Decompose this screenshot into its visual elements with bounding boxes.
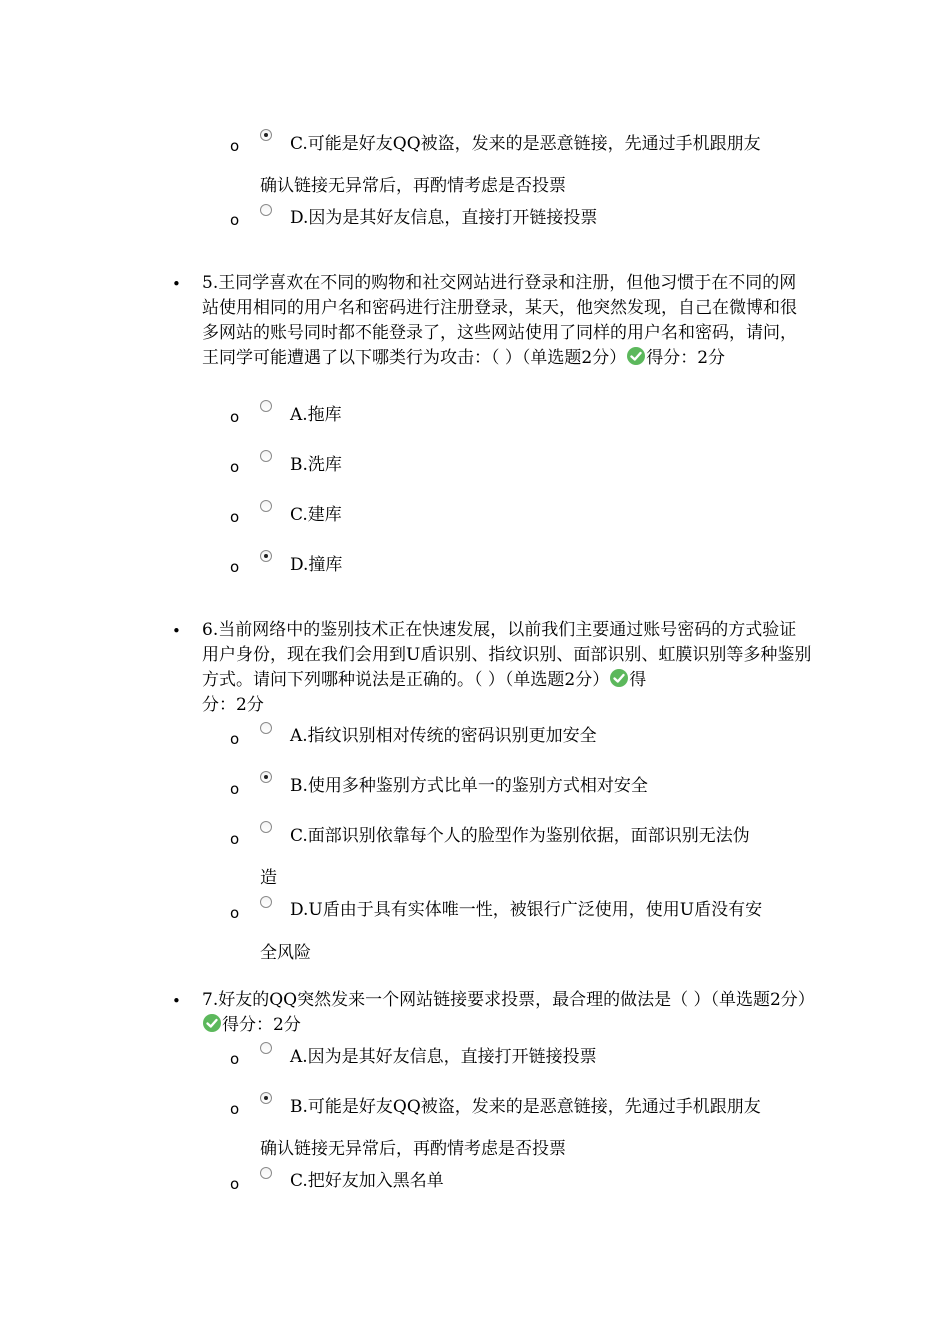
sub-bullet: o bbox=[230, 780, 240, 798]
option-c-label-cont: 确认链接无异常后，再酌情考虑是否投票 bbox=[260, 176, 566, 196]
radio-button-icon[interactable] bbox=[260, 896, 272, 908]
option-a-label: A.因为是其好友信息，直接打开链接投票 bbox=[290, 1047, 597, 1067]
sub-bullet: o bbox=[230, 1050, 240, 1068]
sub-bullet: o bbox=[230, 1175, 240, 1193]
radio-button-icon[interactable] bbox=[260, 500, 272, 512]
sub-bullet: o bbox=[230, 558, 240, 576]
option-d-label: D.U盾由于具有实体唯一性，被银行广泛使用，使用U盾没有安 bbox=[290, 900, 763, 920]
radio-button-icon[interactable] bbox=[260, 450, 272, 462]
question-6-text bbox=[202, 618, 812, 718]
option-b-label: B.洗库 bbox=[290, 455, 342, 475]
sub-bullet: o bbox=[230, 830, 240, 848]
radio-button-icon[interactable] bbox=[260, 550, 272, 562]
question-6-stem: 6.当前网络中的鉴别技术正在快速发展，以前我们主要通过账号密码的方式验证用户身份，现在我们会用到U盾识别、指纹识别、面部识别、虹膜识别等多种鉴别方式。请问下列哪种说法是正确的。（ ）（单选题2分） bbox=[202, 620, 812, 690]
question-6-score: 得 bbox=[629, 670, 647, 690]
question-7-stem: 7.好友的QQ突然发来一个网站链接要求投票，最合理的做法是（ ）（单选题2分） bbox=[202, 990, 815, 1010]
option-b-label: B.可能是好友QQ被盗，发来的是恶意链接，先通过手机跟朋友 bbox=[290, 1097, 761, 1117]
question-5-score: 得分：2分 bbox=[646, 348, 726, 368]
sub-bullet: o bbox=[230, 1100, 240, 1118]
option-c-label: C.面部识别依靠每个人的脸型作为鉴别依据，面部识别无法伪 bbox=[290, 826, 750, 846]
radio-button-icon[interactable] bbox=[260, 1042, 272, 1054]
question-5-stem: 5.王同学喜欢在不同的购物和社交网站进行登录和注册，但他习惯于在不同的网站使用相同的用户名和密码进行注册登录，某天，他突然发现，自己在微博和很多网站的账号同时都不能登录了，这些网站使用了同样的用户名和密码，请问，王同学可能遭遇了以下哪类行为攻击：（ ）（单选题2分） bbox=[202, 273, 797, 368]
radio-button-icon[interactable] bbox=[260, 821, 272, 833]
sub-bullet: o bbox=[230, 730, 240, 748]
question-5-text bbox=[202, 271, 812, 371]
radio-button-icon[interactable] bbox=[260, 1167, 272, 1179]
option-c-label: C.可能是好友QQ被盗，发来的是恶意链接，先通过手机跟朋友 bbox=[290, 134, 761, 154]
sub-bullet: o bbox=[230, 408, 240, 426]
sub-bullet: o bbox=[230, 508, 240, 526]
sub-bullet: o bbox=[230, 137, 240, 155]
radio-button-icon[interactable] bbox=[260, 722, 272, 734]
check-circle-icon bbox=[610, 669, 628, 687]
question-bullet: • bbox=[172, 275, 181, 293]
option-b-label-cont: 确认链接无异常后，再酌情考虑是否投票 bbox=[260, 1139, 566, 1159]
question-6-score-cont: 分：2分 bbox=[202, 695, 264, 715]
question-7-score: 得分：2分 bbox=[222, 1015, 301, 1035]
option-d-label-cont: 全风险 bbox=[260, 943, 311, 963]
option-c-label: C.建库 bbox=[290, 505, 342, 525]
question-7-text bbox=[202, 988, 815, 1038]
sub-bullet: o bbox=[230, 211, 240, 229]
radio-button-icon[interactable] bbox=[260, 771, 272, 783]
option-b-label: B.使用多种鉴别方式比单一的鉴别方式相对安全 bbox=[290, 776, 648, 796]
option-d-label: D.撞库 bbox=[290, 555, 343, 575]
option-c-label: C.把好友加入黑名单 bbox=[290, 1171, 444, 1191]
question-bullet: • bbox=[172, 992, 181, 1010]
check-circle-icon bbox=[203, 1014, 221, 1032]
radio-button-icon[interactable] bbox=[260, 129, 272, 141]
option-d-label: D.因为是其好友信息，直接打开链接投票 bbox=[290, 208, 598, 228]
radio-button-icon[interactable] bbox=[260, 204, 272, 216]
option-a-label: A.指纹识别相对传统的密码识别更加安全 bbox=[290, 726, 597, 746]
option-a-label: A.拖库 bbox=[290, 405, 342, 425]
check-circle-icon bbox=[627, 347, 645, 365]
sub-bullet: o bbox=[230, 458, 240, 476]
radio-button-icon[interactable] bbox=[260, 1092, 272, 1104]
sub-bullet: o bbox=[230, 904, 240, 922]
question-bullet: • bbox=[172, 622, 181, 640]
radio-button-icon[interactable] bbox=[260, 400, 272, 412]
option-c-label-cont: 造 bbox=[260, 868, 277, 888]
